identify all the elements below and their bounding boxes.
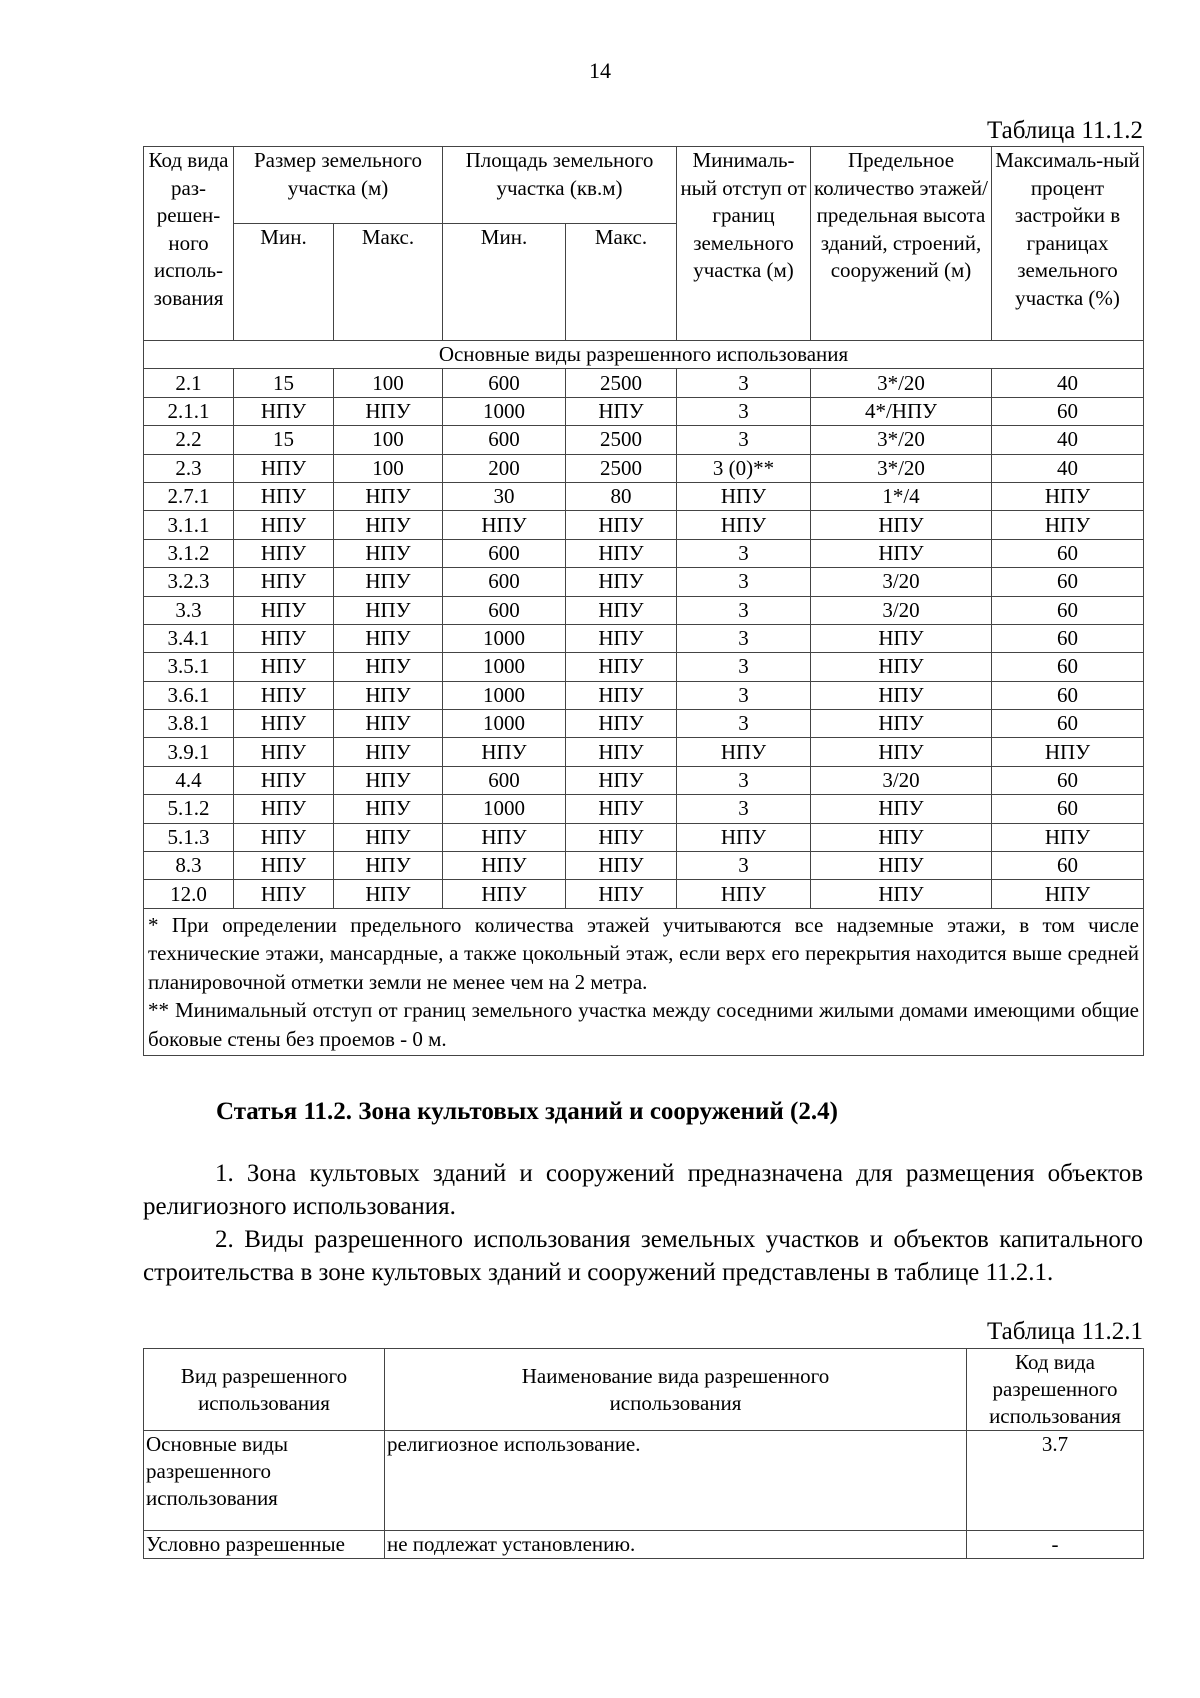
cell-size-min: НПУ (234, 653, 334, 681)
t2-header-name: Наименование вида разрешенного использования (385, 1349, 967, 1431)
cell-code: 2.2 (144, 426, 234, 454)
cell-setback: 3 (677, 710, 811, 738)
note-setback: ** Минимальный отступ от границ земельного участка между соседними жилыми домами имеющими общие боковые стены без проемов - 0 м. (148, 998, 1139, 1051)
cell-percent: 60 (992, 653, 1144, 681)
cell-size-max: НПУ (334, 738, 443, 766)
cell-area-min: 1000 (443, 624, 566, 652)
cell-percent: 60 (992, 596, 1144, 624)
header-size: Размер земельного участка (м) (234, 147, 443, 224)
table-row (144, 766, 1144, 794)
cell-area-max: НПУ (566, 539, 677, 567)
cell-floors: 3*/20 (811, 426, 992, 454)
t2-row-name: религиозное использование. (385, 1431, 967, 1531)
cell-floors: НПУ (811, 738, 992, 766)
cell-code: 2.1.1 (144, 397, 234, 425)
cell-size-min: НПУ (234, 596, 334, 624)
cell-percent: 60 (992, 624, 1144, 652)
cell-size-max: 100 (334, 369, 443, 397)
cell-setback: НПУ (677, 738, 811, 766)
section-label: Основные виды разрешенного использования (144, 341, 1144, 369)
cell-floors: НПУ (811, 710, 992, 738)
note-floors: * При определении предельного количества этажей учитываются все надземные этажи, в том числе технические этажи, мансардные, а также цокольный этаж, если верх его перекрытия находится выше средней планировочной отметки земли не менее чем на 2 метра. (148, 912, 1139, 994)
cell-area-min: 1000 (443, 710, 566, 738)
cell-code: 2.3 (144, 454, 234, 482)
table1-caption: Таблица 11.1.2 (987, 117, 1143, 144)
cell-code: 3.1.2 (144, 539, 234, 567)
cell-area-min: 600 (443, 369, 566, 397)
cell-area-max: НПУ (566, 653, 677, 681)
cell-percent: НПУ (992, 880, 1144, 908)
cell-floors: НПУ (811, 823, 992, 851)
table-row (144, 880, 1144, 908)
t2-row-name: не подлежат установлению. (385, 1531, 967, 1559)
cell-code: 3.2.3 (144, 568, 234, 596)
cell-setback: НПУ (677, 482, 811, 510)
cell-area-max: НПУ (566, 397, 677, 425)
table-row (144, 397, 1144, 425)
cell-size-min: НПУ (234, 880, 334, 908)
cell-floors: НПУ (811, 880, 992, 908)
cell-size-min: НПУ (234, 454, 334, 482)
cell-area-min: НПУ (443, 852, 566, 880)
table-row (144, 454, 1144, 482)
cell-area-max: 2500 (566, 454, 677, 482)
cell-setback: 3 (677, 369, 811, 397)
cell-area-min: 1000 (443, 795, 566, 823)
table-row (144, 539, 1144, 567)
cell-percent: 40 (992, 454, 1144, 482)
table2-caption: Таблица 11.2.1 (987, 1318, 1143, 1345)
cell-area-max: НПУ (566, 624, 677, 652)
cell-area-max: НПУ (566, 568, 677, 596)
t2-row-type: Основные виды разрешенного использования (144, 1431, 385, 1531)
cell-percent: НПУ (992, 738, 1144, 766)
cell-area-max: НПУ (566, 795, 677, 823)
cell-size-max: НПУ (334, 681, 443, 709)
cell-floors: 3/20 (811, 596, 992, 624)
cell-size-min: НПУ (234, 738, 334, 766)
cell-code: 12.0 (144, 880, 234, 908)
cell-size-min: НПУ (234, 710, 334, 738)
cell-area-max: 2500 (566, 369, 677, 397)
cell-area-max: НПУ (566, 880, 677, 908)
cell-floors: 3*/20 (811, 369, 992, 397)
cell-percent: 60 (992, 710, 1144, 738)
cell-percent: 60 (992, 539, 1144, 567)
cell-size-max: НПУ (334, 511, 443, 539)
cell-size-min: НПУ (234, 852, 334, 880)
table1-notes (144, 908, 1144, 1056)
cell-percent: 60 (992, 681, 1144, 709)
cell-code: 3.1.1 (144, 511, 234, 539)
cell-area-min: 600 (443, 568, 566, 596)
cell-area-min: 600 (443, 426, 566, 454)
cell-area-max: НПУ (566, 511, 677, 539)
cell-setback: 3 (677, 653, 811, 681)
cell-code: 5.1.3 (144, 823, 234, 851)
header-size-max: Макс. (334, 224, 443, 341)
cell-percent: 60 (992, 568, 1144, 596)
cell-area-max: НПУ (566, 596, 677, 624)
cell-area-min: НПУ (443, 823, 566, 851)
cell-setback: НПУ (677, 880, 811, 908)
cell-setback: 3 (677, 766, 811, 794)
table-row (144, 369, 1144, 397)
cell-size-min: НПУ (234, 681, 334, 709)
table-row (144, 795, 1144, 823)
article-paragraph-1: 1. Зона культовых зданий и сооружений предназначена для размещения объектов религиозного использования. (143, 1160, 1143, 1220)
cell-code: 8.3 (144, 852, 234, 880)
cell-area-max: НПУ (566, 823, 677, 851)
cell-size-max: НПУ (334, 624, 443, 652)
cell-area-min: 1000 (443, 397, 566, 425)
cell-size-max: 100 (334, 454, 443, 482)
cell-size-max: НПУ (334, 596, 443, 624)
cell-setback: 3 (677, 852, 811, 880)
cell-size-max: НПУ (334, 653, 443, 681)
table1 (143, 146, 1144, 1056)
cell-size-min: НПУ (234, 482, 334, 510)
cell-floors: 3/20 (811, 568, 992, 596)
table-row (144, 681, 1144, 709)
header-percent: Максималь-ный процент застройки в границах земельного участка (%) (992, 147, 1144, 341)
cell-size-max: НПУ (334, 397, 443, 425)
table-row (144, 482, 1144, 510)
cell-floors: НПУ (811, 511, 992, 539)
cell-setback: НПУ (677, 823, 811, 851)
cell-area-max: НПУ (566, 852, 677, 880)
cell-size-max: НПУ (334, 852, 443, 880)
cell-floors: НПУ (811, 539, 992, 567)
cell-size-min: НПУ (234, 511, 334, 539)
cell-setback: 3 (677, 539, 811, 567)
table-row (144, 738, 1144, 766)
cell-area-min: НПУ (443, 880, 566, 908)
table-row (144, 568, 1144, 596)
table-row (144, 653, 1144, 681)
cell-area-min: НПУ (443, 738, 566, 766)
cell-floors: 3/20 (811, 766, 992, 794)
header-setback: Минималь-ный отступ от границ земельного участка (м) (677, 147, 811, 341)
cell-setback: 3 (0)** (677, 454, 811, 482)
cell-setback: 3 (677, 426, 811, 454)
cell-floors: НПУ (811, 624, 992, 652)
cell-setback: НПУ (677, 511, 811, 539)
cell-area-min: 30 (443, 482, 566, 510)
table-row (144, 710, 1144, 738)
table2 (143, 1348, 1144, 1559)
cell-area-min: 600 (443, 596, 566, 624)
cell-area-min: 1000 (443, 681, 566, 709)
cell-code: 3.3 (144, 596, 234, 624)
cell-code: 3.6.1 (144, 681, 234, 709)
cell-percent: 40 (992, 426, 1144, 454)
cell-percent: НПУ (992, 511, 1144, 539)
cell-floors: НПУ (811, 852, 992, 880)
cell-size-min: НПУ (234, 795, 334, 823)
header-floors: Предельное количество этажей/ предельная высота зданий, строений, сооружений (м) (811, 147, 992, 341)
t2-row-code: 3.7 (967, 1431, 1144, 1531)
cell-size-min: НПУ (234, 624, 334, 652)
cell-size-min: НПУ (234, 766, 334, 794)
cell-code: 5.1.2 (144, 795, 234, 823)
header-area-max: Макс. (566, 224, 677, 341)
cell-size-max: 100 (334, 426, 443, 454)
t2-row-code: - (967, 1531, 1144, 1559)
cell-percent: 60 (992, 397, 1144, 425)
cell-area-min: 200 (443, 454, 566, 482)
cell-area-max: НПУ (566, 738, 677, 766)
cell-size-min: НПУ (234, 397, 334, 425)
cell-floors: НПУ (811, 681, 992, 709)
cell-area-max: 2500 (566, 426, 677, 454)
cell-size-min: НПУ (234, 823, 334, 851)
cell-floors: НПУ (811, 653, 992, 681)
cell-size-max: НПУ (334, 568, 443, 596)
table-row (144, 823, 1144, 851)
cell-percent: 60 (992, 766, 1144, 794)
cell-code: 2.7.1 (144, 482, 234, 510)
cell-percent: 60 (992, 795, 1144, 823)
cell-size-max: НПУ (334, 880, 443, 908)
cell-size-min: 15 (234, 426, 334, 454)
cell-setback: 3 (677, 596, 811, 624)
page-number: 14 (589, 58, 611, 83)
cell-size-min: НПУ (234, 539, 334, 567)
header-area: Площадь земельного участка (кв.м) (443, 147, 677, 224)
cell-setback: 3 (677, 795, 811, 823)
cell-size-min: НПУ (234, 568, 334, 596)
table-row (144, 511, 1144, 539)
cell-area-min: 600 (443, 766, 566, 794)
table-row (144, 426, 1144, 454)
cell-code: 3.8.1 (144, 710, 234, 738)
article-paragraph-2: 2. Виды разрешенного использования земельных участков и объектов капитального строительства в зоне культовых зданий и сооружений представлены в таблице 11.2.1. (143, 1226, 1143, 1286)
table-row (144, 852, 1144, 880)
cell-area-min: НПУ (443, 511, 566, 539)
cell-floors: НПУ (811, 795, 992, 823)
cell-code: 3.9.1 (144, 738, 234, 766)
cell-area-max: НПУ (566, 710, 677, 738)
cell-size-min: 15 (234, 369, 334, 397)
cell-setback: 3 (677, 624, 811, 652)
cell-size-max: НПУ (334, 482, 443, 510)
cell-code: 2.1 (144, 369, 234, 397)
cell-percent: НПУ (992, 482, 1144, 510)
cell-floors: 1*/4 (811, 482, 992, 510)
article-heading: Статья 11.2. Зона культовых зданий и сооружений (2.4) (216, 1098, 838, 1125)
cell-percent: 40 (992, 369, 1144, 397)
table-row (144, 596, 1144, 624)
cell-floors: 4*/НПУ (811, 397, 992, 425)
cell-setback: 3 (677, 568, 811, 596)
cell-setback: 3 (677, 681, 811, 709)
cell-percent: НПУ (992, 823, 1144, 851)
cell-setback: 3 (677, 397, 811, 425)
header-size-min: Мин. (234, 224, 334, 341)
cell-area-max: НПУ (566, 766, 677, 794)
cell-code: 3.4.1 (144, 624, 234, 652)
cell-area-max: НПУ (566, 681, 677, 709)
cell-floors: 3*/20 (811, 454, 992, 482)
cell-size-max: НПУ (334, 710, 443, 738)
cell-size-max: НПУ (334, 539, 443, 567)
header-code: Код вида раз-решен-ного исполь-зования (144, 147, 234, 341)
t2-header-type: Вид разрешенного использования (144, 1349, 385, 1431)
header-area-min: Мин. (443, 224, 566, 341)
cell-area-min: 600 (443, 539, 566, 567)
t2-row-type: Условно разрешенные (144, 1531, 385, 1559)
cell-area-min: 1000 (443, 653, 566, 681)
cell-size-max: НПУ (334, 823, 443, 851)
cell-size-max: НПУ (334, 795, 443, 823)
cell-percent: 60 (992, 852, 1144, 880)
cell-size-max: НПУ (334, 766, 443, 794)
t2-header-code: Код вида разрешенного использования (967, 1349, 1144, 1431)
cell-area-max: 80 (566, 482, 677, 510)
cell-code: 3.5.1 (144, 653, 234, 681)
table-row (144, 624, 1144, 652)
cell-code: 4.4 (144, 766, 234, 794)
